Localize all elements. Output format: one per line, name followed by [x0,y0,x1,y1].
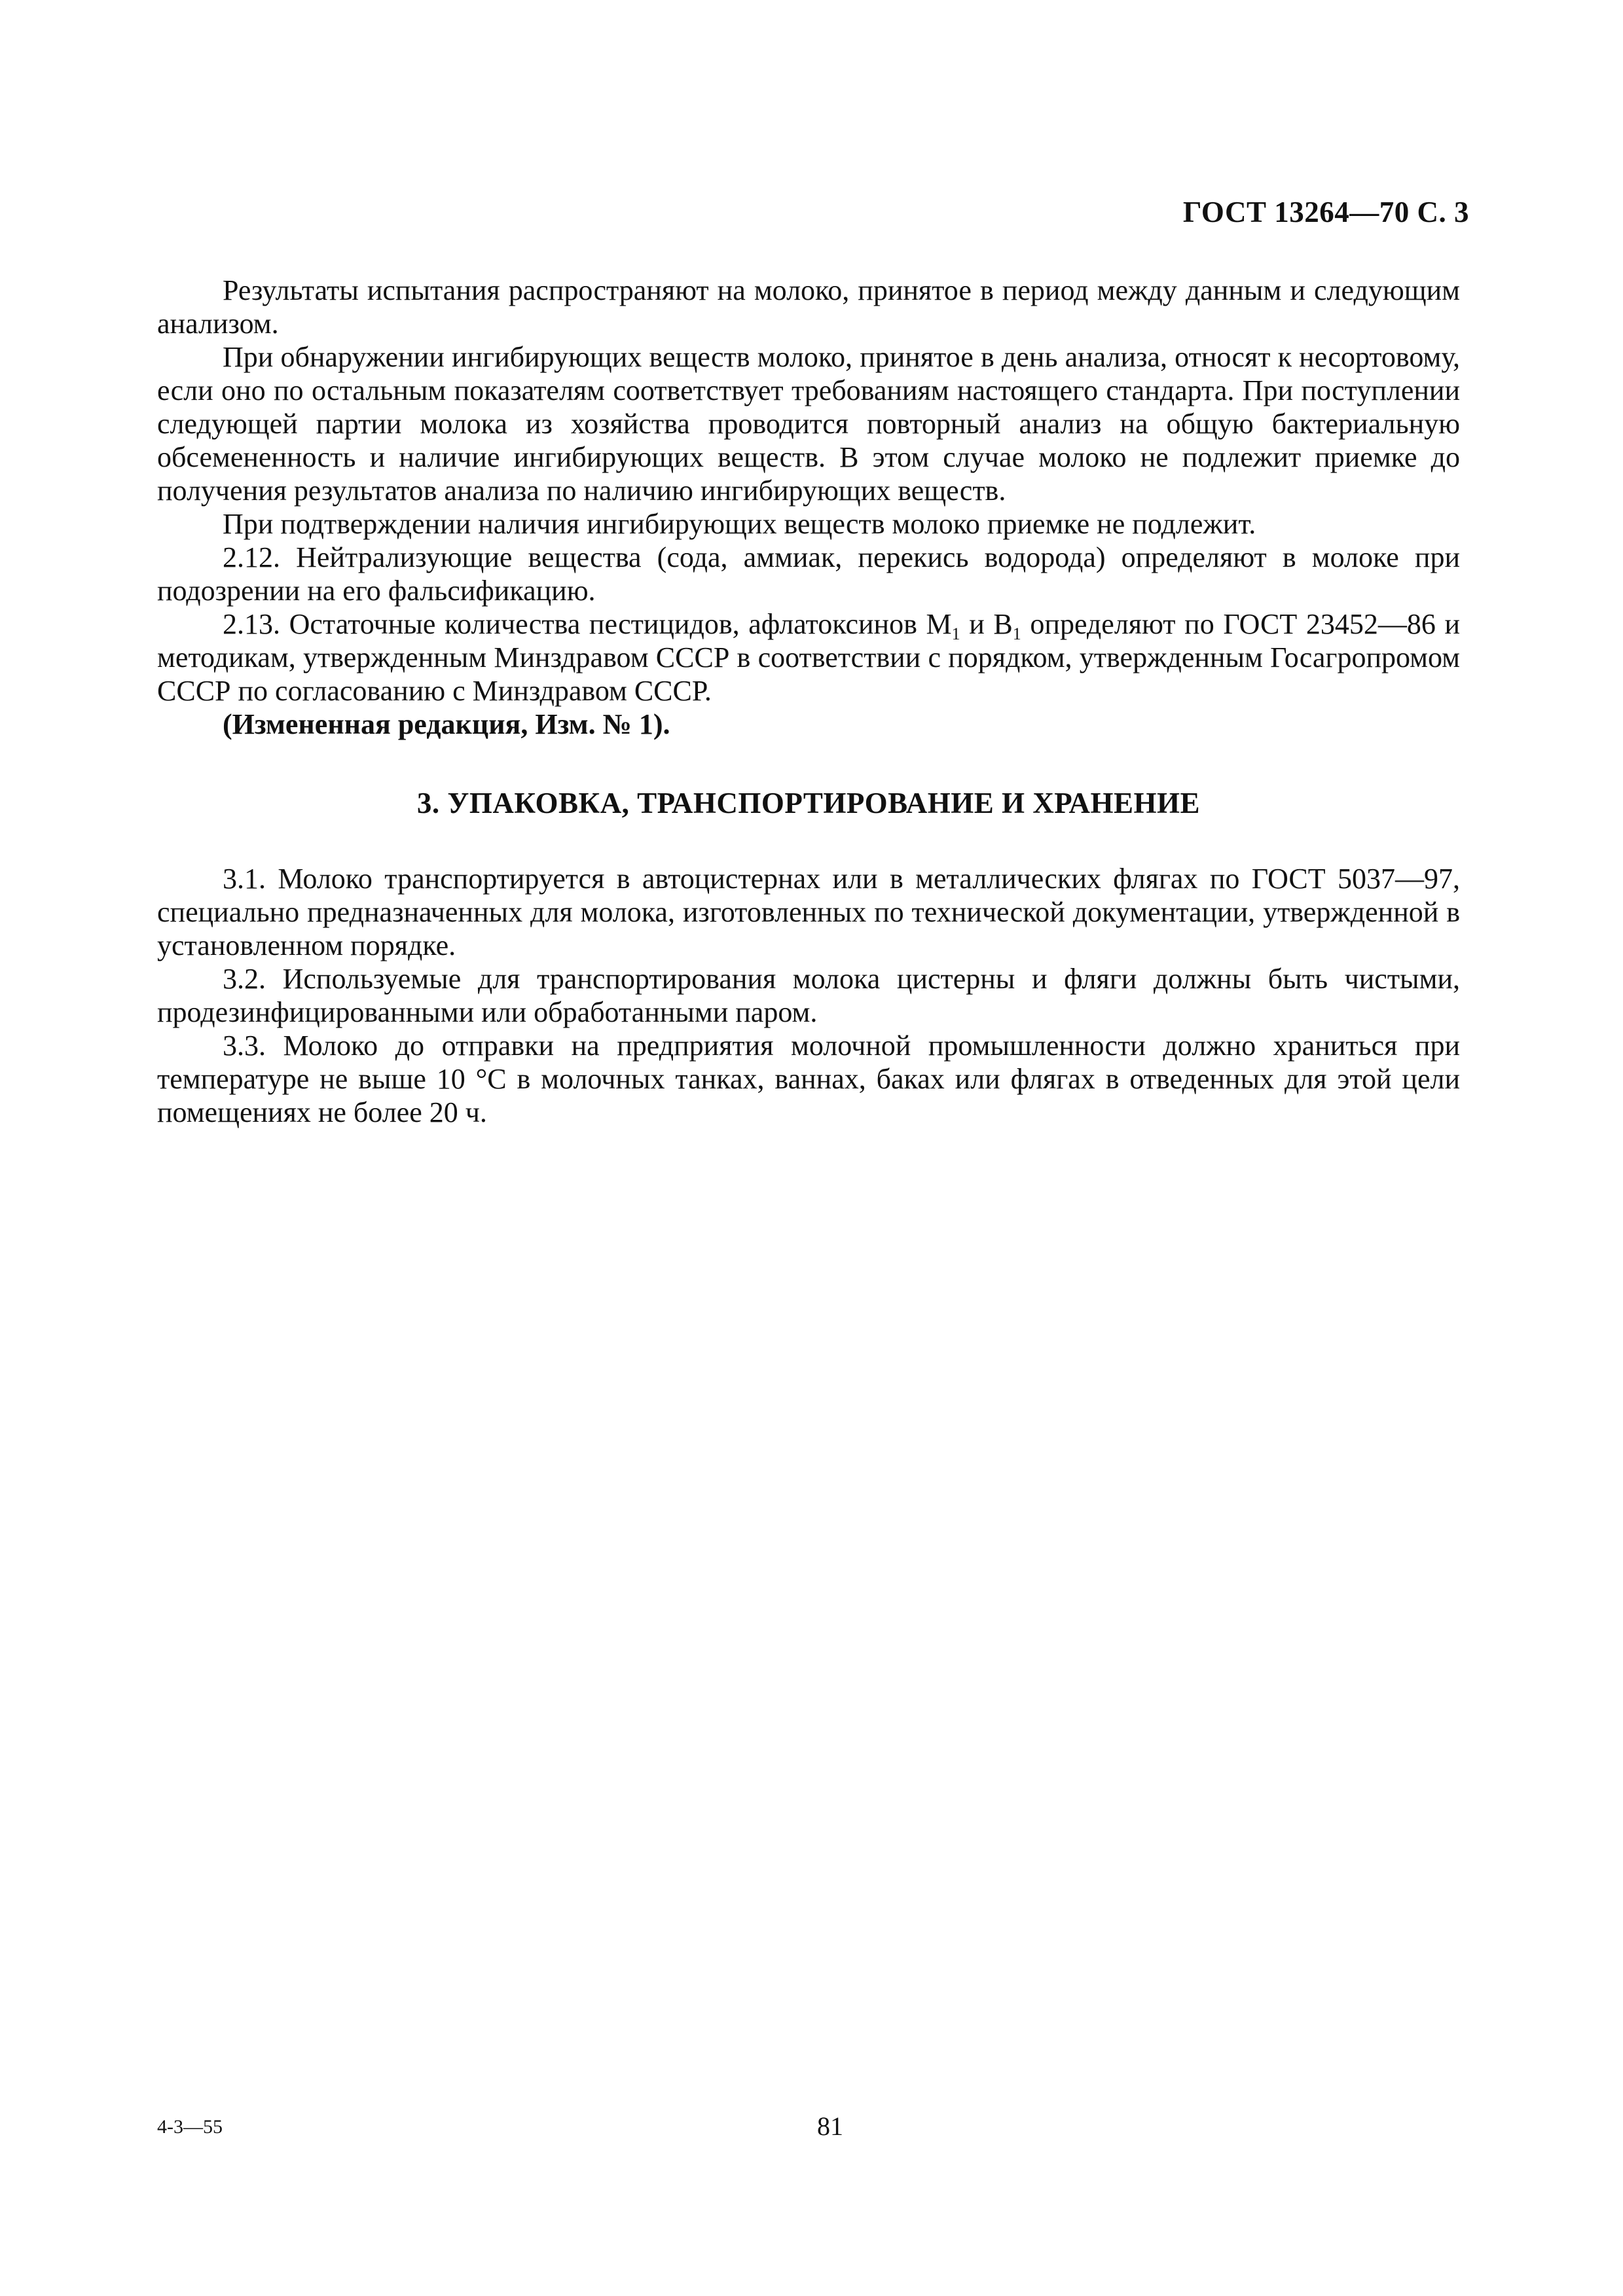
paragraph-confirmation: При подтверждении наличия ингибирующих веществ молоко приемке не подлежит. [223,508,1256,540]
amendment-note: (Измененная редакция, Изм. № 1). [223,708,670,740]
section-3-title: 3. УПАКОВКА, ТРАНСПОРТИРОВАНИЕ И ХРАНЕНИЕ [416,787,1201,819]
paragraph-2-13-part1: 2.13. Остаточные количества пестицидов, афлатоксинов M [223,608,952,640]
paragraph-inhibiting-substances: При обнаружении ингибирующих веществ молоко, принятое в день анализа, относят к несортовому, если оно по остальным показателям соответствует требованиям настоящего стандарта. При поступлении следующей партии молока из хозяйства проводится повторный анализ на общую бактериальную обсемененность и наличие ингибирующих веществ. В этом случае молоко не подлежит приемке до получения результатов анализа по наличию ингибирующих веществ. [157,341,1460,507]
page-number: 81 [817,2111,843,2141]
paragraph-2-13-part2: и B [960,608,1013,640]
paragraph-3-3: 3.3. Молоко до отправки на предприятия молочной промышленности должно храниться при температуре не выше 10 °С в молочных танках, ваннах, баках или флягах в отведенных для этой цели помещениях не более 20 ч. [157,1030,1460,1128]
subscript-b1: 1 [1012,624,1021,643]
paragraph-3-2: 3.2. Используемые для транспортирования молока цистерны и фляги должны быть чистыми, продезинфицированными или обработанными паром. [157,963,1460,1028]
paragraph-2-13-part3: определяют по ГОСТ 23452—86 и методикам, утвержденным Минздравом СССР в соответствии с порядком, утвержденным Госагропромом СССР по согласованию с Минздравом СССР. [157,608,1460,707]
page-header-title: ГОСТ 13264—70 С. 3 [1182,196,1469,228]
paragraph-test-results: Результаты испытания распространяют на молоко, принятое в период между данным и следующим анализом. [157,274,1460,340]
paragraph-3-1: 3.1. Молоко транспортируется в автоцистернах или в металлических флягах по ГОСТ 5037—97, специально предназначенных для молока, изготовленных по технической документации, утвержденной в установленном порядке. [157,863,1460,961]
footer-code: 4-3—55 [157,2116,223,2138]
paragraph-2-13 [157,607,1460,708]
subscript-m1: 1 [951,624,960,643]
paragraph-2-12: 2.12. Нейтрализующие вещества (сода, аммиак, перекись водорода) определяют в молоке при подозрении на его фальсификацию. [157,541,1460,607]
document-body [157,274,1460,1129]
